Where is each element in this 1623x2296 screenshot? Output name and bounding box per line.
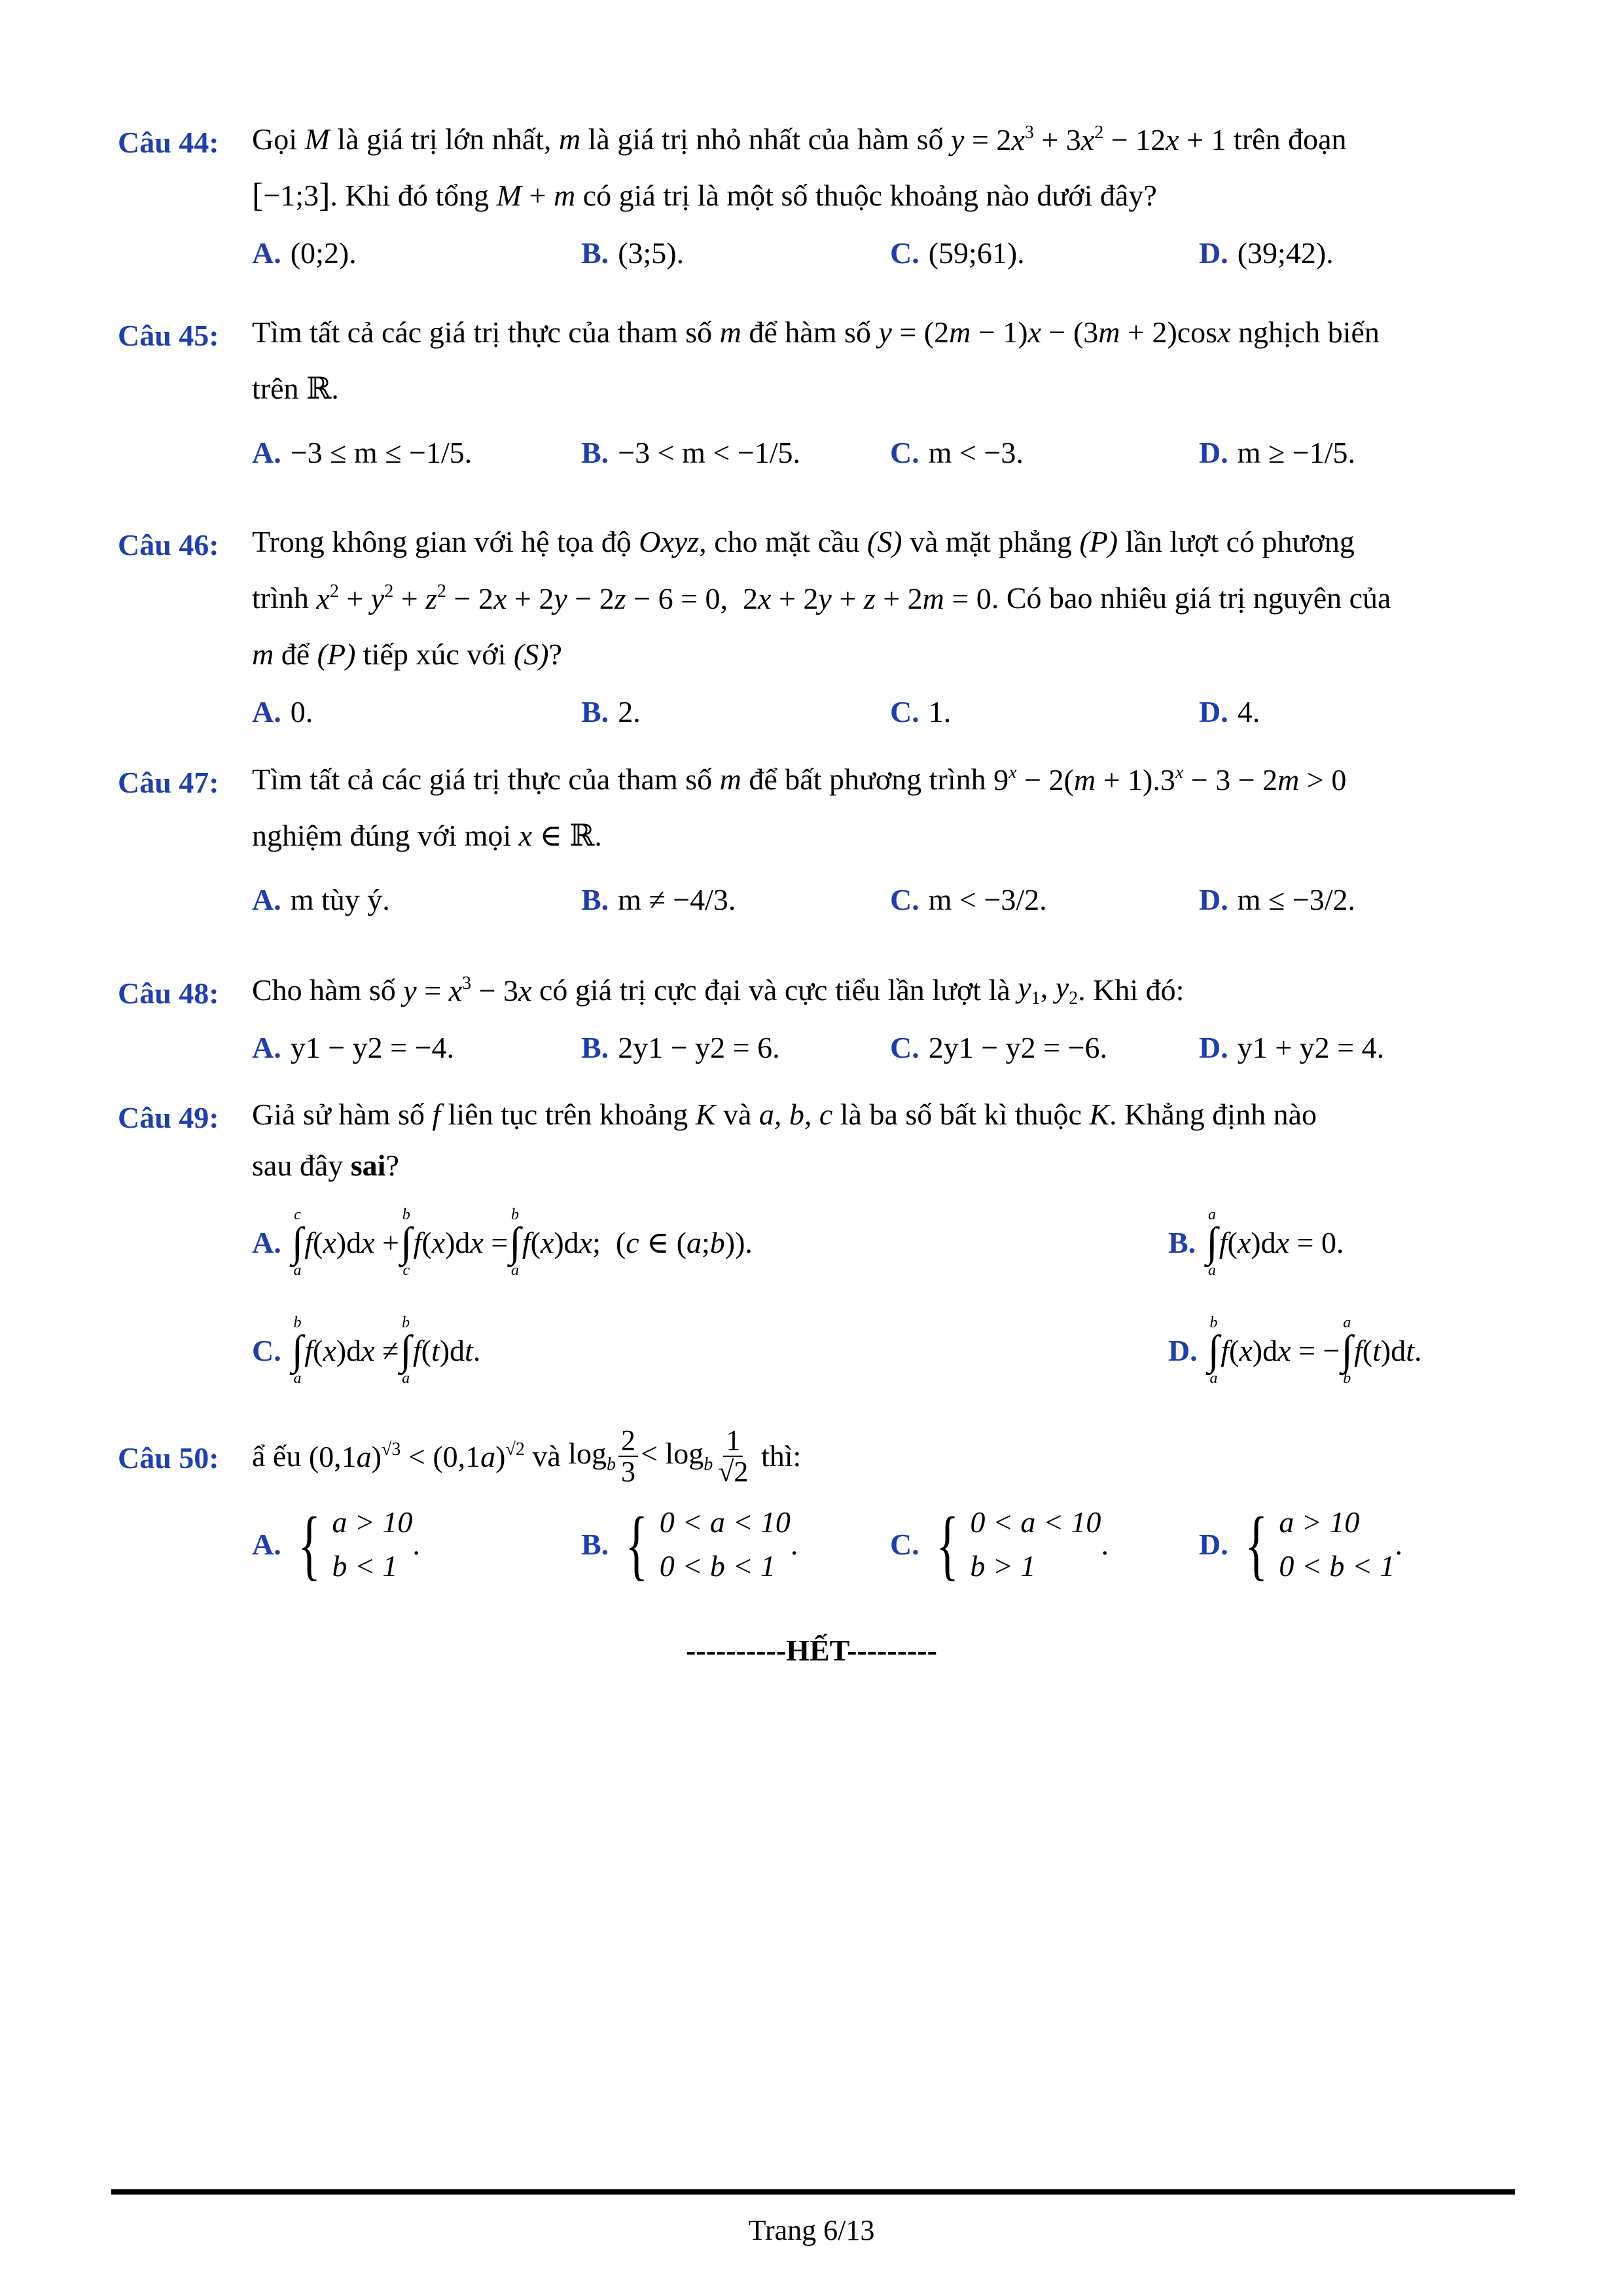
question-44: Câu 44: Gọi M là giá trị lớn nhất, m là giá trị nhỏ nhất của hàm số $y = 2x^3 + 3x^2 - 12x + 1$ trên đoạn [ −1;3 ] . Khi đó tổng M + m có giá trị là một số thuộc khoảng nào dưới đây? A. (0;2). B. (3;5). C. (59;61). D. (39;42). — [118, 111, 1518, 283]
answer-options — [252, 1018, 1518, 1077]
answer-options — [252, 1189, 1518, 1297]
option-d[interactable]: D. y1 + y2 = 4. — [1199, 1031, 1385, 1064]
inequality-formula: $9^x - 2(m + 1).3^x - 3 - 2m > 0$ — [993, 762, 1347, 797]
option-a[interactable]: A. −3 ≤ m ≤ −1/5. — [252, 436, 473, 469]
sphere-plane-equations: $x^2 + y^2 + z^2 - 2x + 2y - 2z - 6 = 0$, 2x + 2y + z + 2m = 0 — [316, 581, 991, 615]
option-d[interactable]: D. (39;42). — [1199, 236, 1334, 270]
question-50: Câu 50: ẩ ếu $(0,1a)^{√3} < (0,1a)^{√2}$ và $\log_b$ $\frac{2}{3}$ < $\log_b$ $\frac{1}{√2}$ thì: A. { a > 10 b < 1 . B. { 0 < a < 10 0 < b < 1 . C. { 0 < a < 10 b > 1 . D. { a > 10 0 < b < 1 . — [118, 1420, 1518, 1590]
function-formula: y = (2m − 1)x − (3m + 2)cosx — [878, 315, 1231, 349]
option-b[interactable]: B. m ≠ −4/3. — [581, 883, 736, 916]
exponent-inequality: $(0,1a)^{√3} < (0,1a)^{√2}$ — [308, 1439, 525, 1473]
option-a[interactable]: A. y1 − y2 = −4. — [252, 1031, 455, 1064]
option-a[interactable]: A. m tùy ý. — [252, 883, 390, 916]
question-46: Câu 46: Trong không gian với hệ tọa độ Oxyz, cho mặt cầu (S) và mặt phẳng (P) lần lượt có phương trình $x^2 + y^2 + z^2 - 2x + 2y - 2z - 6 = 0$, 2x + 2y + z + 2m = 0 . Có bao nhiêu giá trị nguyên của m để (P) tiếp xúc với (S) ? A. 0. B. 2. C. 1. D. 4. — [118, 514, 1518, 742]
log-inequality: $\log_b$ $\frac{2}{3}$ < $\log_b$ $\frac{1}{√2}$ — [568, 1424, 749, 1488]
question-text: Gọi M là giá trị lớn nhất, m là giá trị nhỏ nhất của hàm số $y = 2x^3 + 3x^2 - 12x + 1$ trên đoạn — [252, 122, 1347, 156]
option-d[interactable]: D. 4. — [1199, 695, 1260, 728]
question-label: Câu 45: — [118, 319, 219, 352]
answer-options — [252, 1499, 1518, 1590]
answer-options — [252, 1297, 1518, 1405]
function-formula: $y = x^3 - 3x$ — [403, 973, 532, 1007]
question-label: Câu 50: — [118, 1441, 219, 1475]
option-c[interactable]: C. b ∫ a f(x)dx ≠ b ∫ a f(t)dt. — [252, 1314, 481, 1387]
end-of-exam-mark: ----------HẾT--------- — [686, 1634, 937, 1667]
option-d[interactable]: D. { a > 10 0 < b < 1 . — [1199, 1501, 1402, 1588]
function-formula: $y = 2x^3 + 3x^2 - 12x + 1$ — [951, 122, 1226, 156]
option-d[interactable]: D. m ≥ −1/5. — [1199, 436, 1355, 469]
option-c[interactable]: C. m < −3/2. — [890, 883, 1047, 916]
question-label: Câu 48: — [118, 977, 219, 1010]
option-b[interactable]: B. { 0 < a < 10 0 < b < 1 . — [581, 1501, 798, 1588]
option-c[interactable]: C. m < −3. — [890, 436, 1024, 469]
option-a[interactable]: A. c ∫ a f(x)dx + b ∫ c f(x)dx = b ∫ a f(x)dx; (c ∈ (a;b)). — [252, 1206, 753, 1279]
option-a[interactable]: A. { a > 10 b < 1 . — [252, 1501, 420, 1588]
option-b[interactable]: B. 2y1 − y2 = 6. — [581, 1031, 780, 1064]
option-c[interactable]: C. 2y1 − y2 = −6. — [890, 1031, 1108, 1064]
question-45: Câu 45: Tìm tất cả các giá trị thực của tham số m để hàm số y = (2m − 1)x − (3m + 2)cosx nghịch biến trên ℝ. A. −3 ≤ m ≤ −1/5. B. −3 < m < −1/5. C. m < −3. D. m ≥ −1/5. — [118, 304, 1518, 489]
option-c[interactable]: C. { 0 < a < 10 b > 1 . — [890, 1501, 1109, 1588]
answer-options — [252, 417, 1518, 489]
option-c[interactable]: C. (59;61). — [890, 236, 1025, 270]
option-c[interactable]: C. 1. — [890, 695, 952, 728]
option-a[interactable]: A. 0. — [252, 695, 313, 728]
answer-options — [252, 864, 1518, 936]
question-47: Câu 47: Tìm tất cả các giá trị thực của tham số m để bất phương trình $9^x - 2(m + 1).3^x - 3 - 2m > 0$ nghiệm đúng với mọi x ∈ ℝ. A. m tùy ý. B. m ≠ −4/3. C. m < −3/2. D. m ≤ −3/2. — [118, 751, 1518, 936]
option-b[interactable]: B. a ∫ a f(x)dx = 0. — [1168, 1206, 1344, 1279]
answer-options — [252, 683, 1518, 742]
option-b[interactable]: B. −3 < m < −1/5. — [581, 436, 801, 469]
page-number: Trang 6/13 — [748, 2214, 875, 2246]
question-label: Câu 46: — [118, 528, 219, 562]
option-d[interactable]: D. b ∫ a f(x)dx = − a ∫ b f(t)dt. — [1168, 1314, 1422, 1387]
option-b[interactable]: B. (3;5). — [581, 236, 685, 270]
question-label: Câu 47: — [118, 766, 219, 799]
question-label: Câu 49: — [118, 1101, 219, 1134]
option-a[interactable]: A. (0;2). — [252, 236, 357, 270]
option-d[interactable]: D. m ≤ −3/2. — [1199, 883, 1355, 916]
question-label: Câu 44: — [118, 126, 219, 159]
question-49: Câu 49: Giả sử hàm số f liên tục trên khoảng K và a, b, c là ba số bất kì thuộc K . Khẳng định nào sau đây sai ? A. c ∫ a f(x)dx + b ∫ c f(x)dx = b ∫ a f(x)dx; (c ∈ (a;b)). B. a ∫ a f(x)dx = 0. C. b ∫ a f(x)dx ≠ b ∫ a f(t)dt. D. b ∫ a f(x)dx = − a ∫ b f(t)dt. — [118, 1086, 1518, 1405]
question-48: Câu 48: Cho hàm số $y = x^3 - 3x$ có giá trị cực đại và cực tiểu lần lượt là $y_1$, $y_2$ . Khi đó: A. y1 − y2 = −4. B. 2y1 − y2 = 6. C. 2y1 − y2 = −6. D. y1 + y2 = 4. — [118, 962, 1518, 1077]
answer-options — [252, 224, 1518, 283]
option-b[interactable]: B. 2. — [581, 695, 641, 728]
footer-divider — [111, 2189, 1515, 2195]
